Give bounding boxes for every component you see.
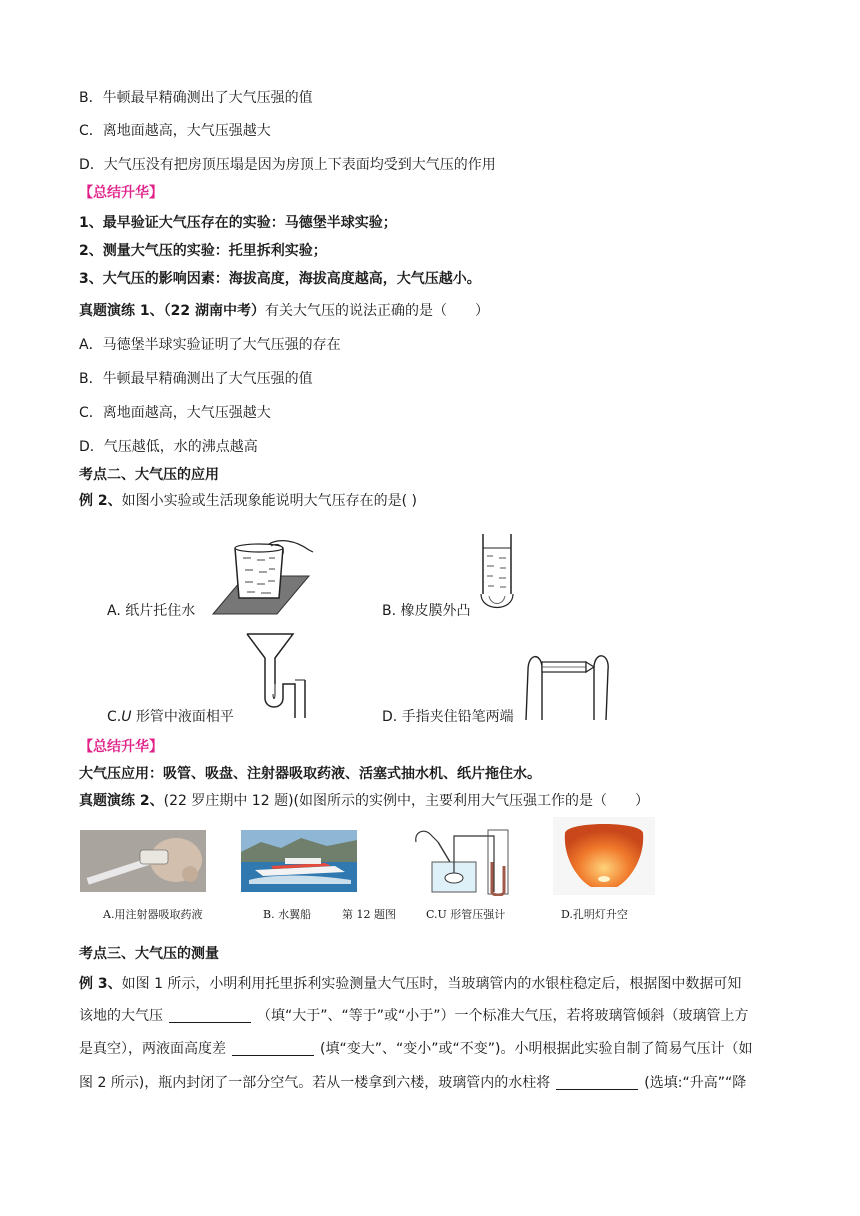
example3-line-4: 图 2 所示)，瓶内封闭了一部分空气。若从一楼拿到六楼，玻璃管内的水柱将 (选填:“升高”“降 bbox=[79, 1075, 747, 1091]
drill1-option-c: C．离地面越高，大气压强越大 bbox=[79, 405, 271, 421]
example3-lead: 例 3、 bbox=[79, 976, 122, 992]
u-tube-funnel-figure bbox=[245, 628, 315, 722]
example2-lead: 例 2、 bbox=[79, 493, 122, 509]
drill2-caption-a: A.用注射器吸取药液 bbox=[103, 908, 203, 921]
drill2-figure-label: 第 12 题图 bbox=[342, 908, 396, 921]
syringe-photo bbox=[80, 830, 206, 892]
answer-blank-3[interactable] bbox=[556, 1075, 638, 1090]
section-title-3: 考点三、大气压的测量 bbox=[79, 946, 219, 962]
drill2-source: (22 罗庄期中 12 题) bbox=[163, 793, 294, 809]
drill2-caption-b: B. 水翼船 bbox=[263, 908, 312, 921]
drill2-caption-d: D.孔明灯升空 bbox=[561, 908, 628, 921]
example3-line-2: 该地的大气压 （填“大于”、“等于”或“小于”）一个标准大气压，若将玻璃管倾斜（玻璃管上方 bbox=[79, 1008, 749, 1024]
answer-blank-2[interactable] bbox=[232, 1041, 314, 1056]
q1-option-c: C．离地面越高，大气压强越大 bbox=[79, 123, 271, 139]
example2-option-c: C.U 形管中液面相平 bbox=[107, 709, 234, 725]
drill2-stem bbox=[79, 791, 649, 811]
summary-point-1: 1、最早验证大气压存在的实验：马德堡半球实验； bbox=[79, 215, 397, 231]
example2-stem bbox=[79, 491, 417, 511]
q1-option-d: D．大气压没有把房顶压塌是因为房顶上下表面均受到大气压的作用 bbox=[79, 157, 496, 173]
drill2-lead: 真题演练 2、 bbox=[79, 793, 164, 809]
summary-point-3: 3、大气压的影响因素：海拔高度，海拔高度越高，大气压越小。 bbox=[79, 271, 481, 287]
example3-line-1: 例 3、如图 1 所示，小明利用托里拆利实验测量大气压时，当玻璃管内的水银柱稳定后，根据图中数据可知 bbox=[79, 976, 742, 992]
example2-option-d: D. 手指夹住铅笔两端 bbox=[382, 709, 514, 725]
sky-lantern-photo bbox=[553, 817, 655, 895]
drill1-question: 有关大气压的说法正确的是（ ） bbox=[264, 303, 489, 319]
summary-tag: 【总结升华】 bbox=[79, 185, 163, 201]
example3-line-3: 是真空），两液面高度差 (填“变大”、“变小”或“不变”)。小明根据此实验自制了简易气压计（如 bbox=[79, 1041, 753, 1057]
paper-holding-water-figure bbox=[205, 536, 315, 620]
drill1-stem bbox=[79, 301, 489, 321]
drill1-option-d: D．气压越低，水的沸点越高 bbox=[79, 439, 258, 455]
summary-point-2: 2、测量大气压的实验：托里拆利实验； bbox=[79, 243, 327, 259]
hydrofoil-boat-photo bbox=[241, 830, 357, 892]
drill2-question: (如图所示的实例中，主要利用大气压强工作的是（ ） bbox=[293, 793, 649, 809]
drill1-option-a: A．马德堡半球实验证明了大气压强的存在 bbox=[79, 337, 341, 353]
summary2-tag: 【总结升华】 bbox=[79, 739, 163, 755]
drill2-caption-c: C.U 形管压强计 bbox=[426, 908, 506, 921]
summary2-text: 大气压应用：吸管、吸盘、注射器吸取药液、活塞式抽水机、纸片拖住水。 bbox=[79, 766, 541, 782]
example2-question: 如图小实验或生活现象能说明大气压存在的是( ) bbox=[121, 493, 417, 509]
fingers-pencil-figure bbox=[518, 640, 614, 722]
drill1-lead: 真题演练 1、 bbox=[79, 303, 164, 319]
drill1-option-b: B．牛顿最早精确测出了大气压强的值 bbox=[79, 371, 313, 387]
rubber-membrane-tube-figure bbox=[473, 532, 523, 616]
section-title-2: 考点二、大气压的应用 bbox=[79, 467, 219, 483]
u-tube-manometer-figure bbox=[404, 822, 516, 896]
drill1-source: （22 湖南中考） bbox=[163, 303, 265, 319]
q1-option-b: B．牛顿最早精确测出了大气压强的值 bbox=[79, 90, 313, 106]
answer-blank-1[interactable] bbox=[169, 1008, 251, 1023]
example2-option-b: B. 橡皮膜外凸 bbox=[382, 603, 471, 619]
example2-option-a: A. 纸片托住水 bbox=[107, 603, 196, 619]
